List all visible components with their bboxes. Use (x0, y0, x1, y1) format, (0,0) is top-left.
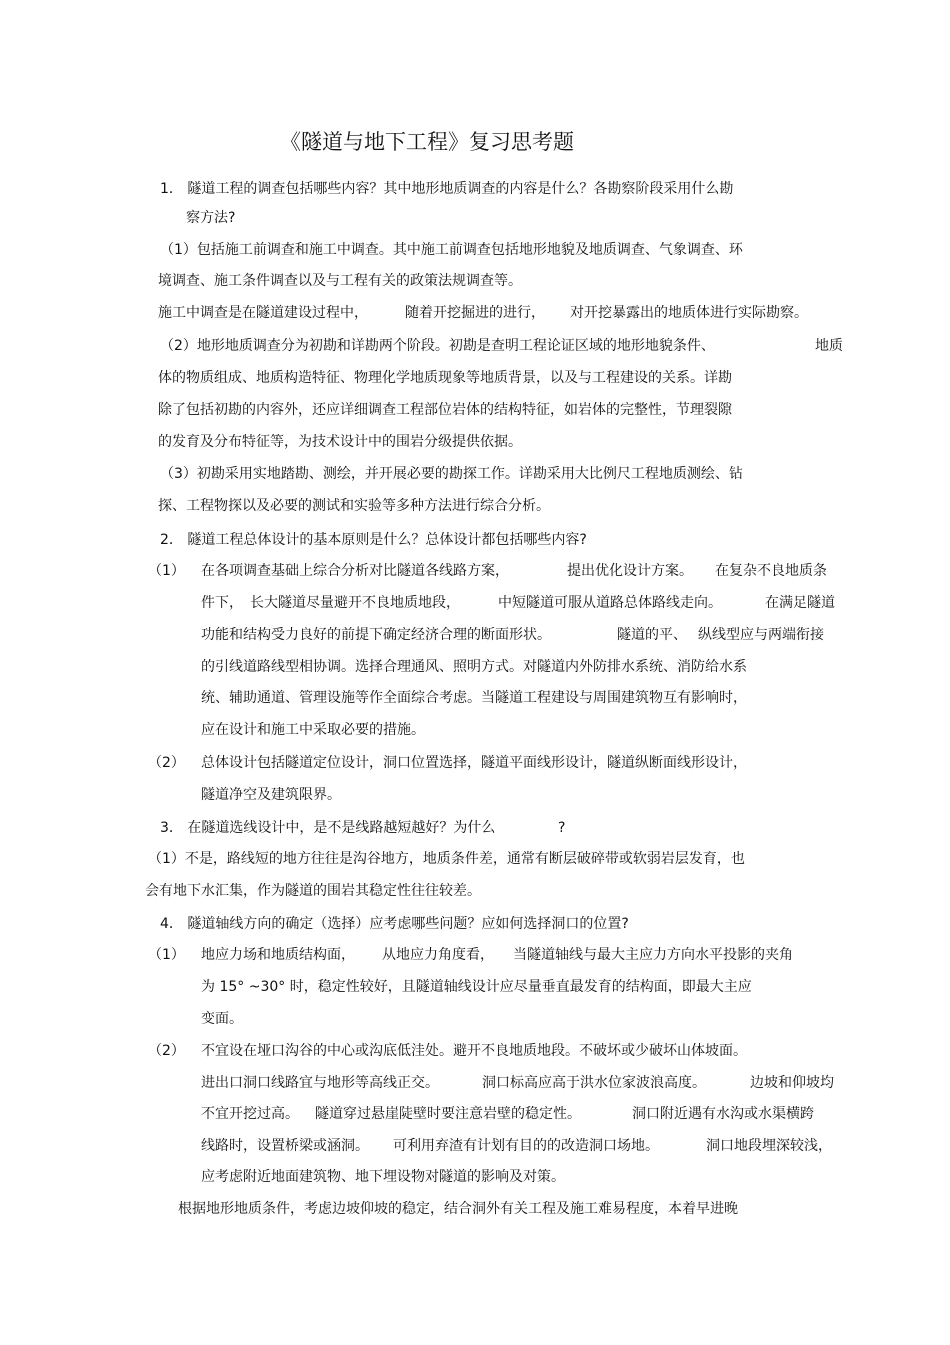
answer-1-1-cont: 境调查、施工条件调查以及与工程有关的政策法规调查等。 (158, 273, 522, 289)
answer-1-1-seg: 施工中调查是在隧道建设过程中， (158, 305, 368, 321)
answer-4-2-seg: 洞口标高应高于洪水位家波浪高度。 (482, 1075, 706, 1091)
answer-2-1-seg: 件下， (201, 595, 243, 611)
answer-3-1: （1）不是，路线短的地方往往是沟谷地方，地质条件差，通常有断层破碎带或软弱岩层发育，也 (148, 851, 745, 867)
answer-1-1: （1）包括施工前调查和施工中调查。其中施工前调查包括地形地貌及地质调查、气象调查、环 (160, 242, 743, 258)
answer-4-2-seg: 边坡和仰坡均 (750, 1075, 834, 1091)
answer-4-2-cont: 应考虑附近地面建筑物、地下埋设物对隧道的影响及对策。 (201, 1169, 565, 1185)
answer-4-1-cont: 变面。 (201, 1011, 243, 1027)
answer-2-2-cont: 隧道净空及建筑限界。 (201, 787, 341, 803)
answer-1-3: （3）初勘采用实地踏勘、测绘，并开展必要的勘探工作。详勘采用大比例尺工程地质测绘、钻 (160, 466, 743, 482)
answer-4-1-seg: 当隧道轴线与最大主应力方向水平投影的夹角 (513, 947, 793, 963)
answer-2-1-seg: 中短隧道可服从道路总体路线走向。 (498, 595, 722, 611)
answer-4-2: 不宜设在垭口沟谷的中心或沟底低洼处。避开不良地质地段。不破坏或少破坏山体坡面。 (201, 1043, 747, 1059)
answer-4-2-seg: 线路时，设置桥梁或涵洞。 (201, 1138, 369, 1154)
item-marker: （1） (148, 947, 185, 963)
answer-1-2-cont: 除了包括初勘的内容外，还应详细调查工程部位岩体的结构特征，如岩体的完整性，节理裂隙 (158, 402, 732, 418)
answer-4-2-seg: 洞口附近遇有水沟或水渠横跨 (632, 1106, 814, 1122)
answer-2-2: 总体设计包括隧道定位设计，洞口位置选择，隧道平面线形设计，隧道纵断面线形设计， (201, 755, 747, 771)
answer-2-1-seg: 功能和结构受力良好的前提下确定经济合理的断面形状。 (201, 627, 551, 643)
answer-1-2: （2）地形地质调查分为初勘和详勘两个阶段。初勘是查明工程论证区域的地形地貌条件、 (160, 338, 715, 354)
answer-2-1-cont: 的引线道路线型相协调。选择合理通风、照明方式。对隧道内外防排水系统、消防给水系 (201, 659, 747, 675)
answer-2-1-seg: 在复杂不良地质条 (715, 563, 827, 579)
page-title: 《隧道与地下工程》复习思考题 (280, 130, 574, 154)
item-marker: （2） (148, 1043, 185, 1059)
answer-4-2-seg: 进出口洞口线路宜与地形等高线正交。 (201, 1075, 439, 1091)
answer-1-2-cont: 的发育及分布特征等，为技术设计中的围岩分级提供依据。 (158, 434, 522, 450)
answer-2-1-seg: 纵线型应与两端衔接 (698, 627, 824, 643)
question-3-mark: ? (558, 820, 566, 836)
item-marker: （2） (148, 755, 185, 771)
question-4: 4． 隧道轴线方向的确定（选择）应考虑哪些问题？应如何选择洞口的位置? (160, 916, 629, 932)
question-1: 1． 隧道工程的调查包括哪些内容？其中地形地质调查的内容是什么？各勘察阶段采用什么勘 (160, 181, 734, 197)
answer-2-1-seg: 在各项调查基础上综合分析对比隧道各线路方案， (201, 563, 509, 579)
answer-1-2-cont: 体的物质组成、地质构造特征、物理化学地质现象等地质背景，以及与工程建设的关系。详勘 (158, 370, 732, 386)
answer-4-1-cont: 为 15° ~30° 时，稳定性较好，且隧道轴线设计应尽量垂直最发育的结构面，即最大主应 (201, 979, 752, 995)
answer-2-1-seg: 隧道的平、 (617, 627, 687, 643)
answer-4-1-seg: 地应力场和地质结构面， (201, 947, 355, 963)
item-marker: （1） (148, 563, 185, 579)
answer-2-1-seg: 提出优化设计方案。 (567, 563, 693, 579)
answer-4-2-seg: 可利用弃渣有计划有目的的改造洞口场地。 (393, 1138, 659, 1154)
answer-4-3: 根据地形地质条件，考虑边坡仰坡的稳定，结合洞外有关工程及施工难易程度，本着早进晚 (178, 1201, 738, 1217)
answer-4-1-seg: 从地应力角度看， (382, 947, 494, 963)
question-1-cont: 察方法? (186, 210, 236, 226)
answer-2-1-seg: 在满足隧道 (765, 595, 835, 611)
question-2: 2． 隧道工程总体设计的基本原则是什么？总体设计都包括哪些内容? (160, 532, 587, 548)
answer-4-2-seg: 洞口地段埋深较浅， (706, 1138, 832, 1154)
answer-1-3-cont: 探、工程物探以及必要的测试和实验等多种方法进行综合分析。 (158, 498, 550, 514)
answer-3-1-cont: 会有地下水汇集，作为隧道的围岩其稳定性往往较差。 (145, 883, 481, 899)
answer-4-2-seg: 隧道穿过悬崖陡壁时要注意岩壁的稳定性。 (315, 1106, 581, 1122)
answer-4-2-seg: 不宜开挖过高。 (201, 1106, 299, 1122)
answer-1-1-seg: 对开挖暴露出的地质体进行实际勘察。 (570, 305, 808, 321)
answer-1-1-seg: 随着开挖掘进的进行， (405, 305, 545, 321)
question-3: 3． 在隧道选线设计中，是不是线路越短越好？为什么 (160, 820, 496, 836)
answer-2-1-cont: 统、辅助通道、管理设施等作全面综合考虑。当隧道工程建设与周围建筑物互有影响时， (201, 690, 747, 706)
answer-1-2-seg: 地质 (815, 338, 843, 354)
answer-2-1-cont: 应在设计和施工中采取必要的措施。 (201, 722, 425, 738)
answer-2-1-seg: 长大隧道尽量避开不良地质地段， (250, 595, 460, 611)
